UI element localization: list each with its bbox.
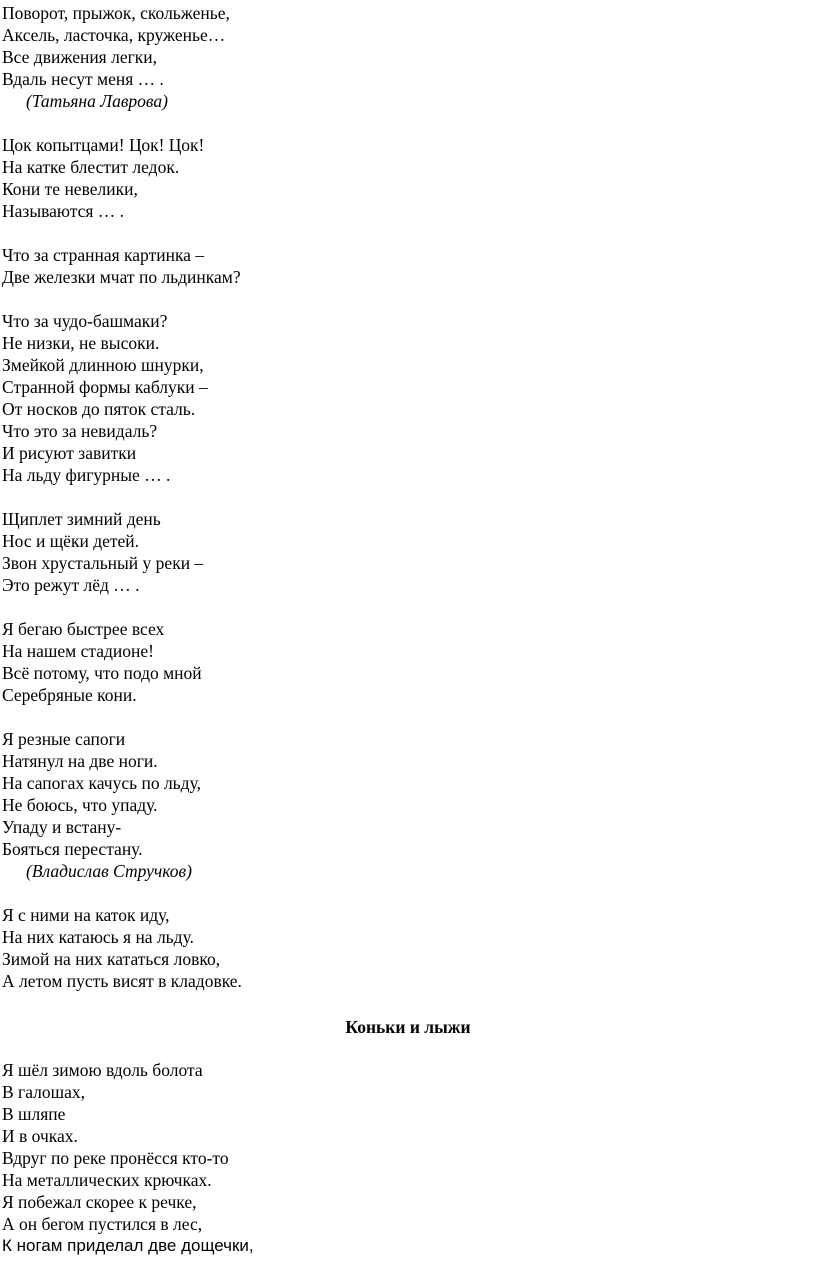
riddle-line: Не боюсь, что упаду. <box>2 795 158 815</box>
poem-line: Вдруг по реке пронёсся кто-то <box>2 1148 229 1168</box>
poem-line: Вдаль несут меня … . <box>2 69 164 89</box>
riddle-line: Звон хрустальный у реки – <box>2 553 204 573</box>
riddle-line: На них катаюсь я на льду. <box>2 927 194 947</box>
poem-line: Поворот, прыжок, скольженье, <box>2 3 230 23</box>
riddle-line: Что это за невидаль? <box>2 421 158 441</box>
riddle-line: Называются … . <box>2 201 125 221</box>
section-title: Коньки и лыжи <box>345 1017 471 1037</box>
poem-line: К ногам приделал две дощечки, <box>2 1236 254 1255</box>
riddle-line: На нашем стадионе! <box>2 641 154 661</box>
riddle-line: Странной формы каблуки – <box>2 377 208 397</box>
riddle-line: Кони те невелики, <box>2 179 138 199</box>
riddle-line: Натянул на две ноги. <box>2 751 158 771</box>
author-attribution: (Татьяна Лаврова) <box>26 91 168 111</box>
riddle-line: Не низки, не высоки. <box>2 333 160 353</box>
poem-line: Я шёл зимою вдоль болота <box>2 1060 203 1080</box>
poem-line: На металлических крючках. <box>2 1170 212 1190</box>
poem-line: Все движения легки, <box>2 47 158 67</box>
poem-line: В галошах, <box>2 1082 85 1102</box>
riddle-line: На льду фигурные … . <box>2 465 171 485</box>
author-attribution: (Владислав Стручков) <box>26 861 192 881</box>
poem-line: Я побежал скорее к речке, <box>2 1192 197 1212</box>
riddle-line: От носков до пяток сталь. <box>2 399 196 419</box>
riddle-line: Я с ними на каток иду, <box>2 905 170 925</box>
riddle-line: Что за странная картинка – <box>2 245 205 265</box>
riddle-line: Змейкой длинною шнурки, <box>2 355 204 375</box>
riddle-line: Цок копытцами! Цок! Цок! <box>2 135 205 155</box>
riddle-line: Щиплет зимний день <box>2 509 161 529</box>
riddle-line: На катке блестит ледок. <box>2 157 180 177</box>
riddle-line: Зимой на них кататься ловко, <box>2 949 221 969</box>
riddle-line: Всё потому, что подо мной <box>2 663 202 683</box>
riddle-line: Упаду и встану- <box>2 817 122 837</box>
riddle-line: Я бегаю быстрее всех <box>2 619 165 639</box>
riddle-line: Нос и щёки детей. <box>2 531 140 551</box>
riddle-line: И рисуют завитки <box>2 443 137 463</box>
riddle-line: А летом пусть висят в кладовке. <box>2 971 242 991</box>
riddle-line: Я резные сапоги <box>2 729 126 749</box>
riddle-line: Бояться перестану. <box>2 839 143 859</box>
riddle-line: Две железки мчат по льдинкам? <box>2 267 241 287</box>
riddle-line: Что за чудо-башмаки? <box>2 311 168 331</box>
poem-line: И в очках. <box>2 1126 78 1146</box>
riddle-line: Это режут лёд … . <box>2 575 140 595</box>
riddle-line: Серебряные кони. <box>2 685 137 705</box>
poem-line: В шляпе <box>2 1104 66 1124</box>
riddle-line: На сапогах качусь по льду, <box>2 773 201 793</box>
poem-line: А он бегом пустился в лес, <box>2 1214 203 1234</box>
poem-line: Аксель, ласточка, круженье… <box>2 25 226 45</box>
